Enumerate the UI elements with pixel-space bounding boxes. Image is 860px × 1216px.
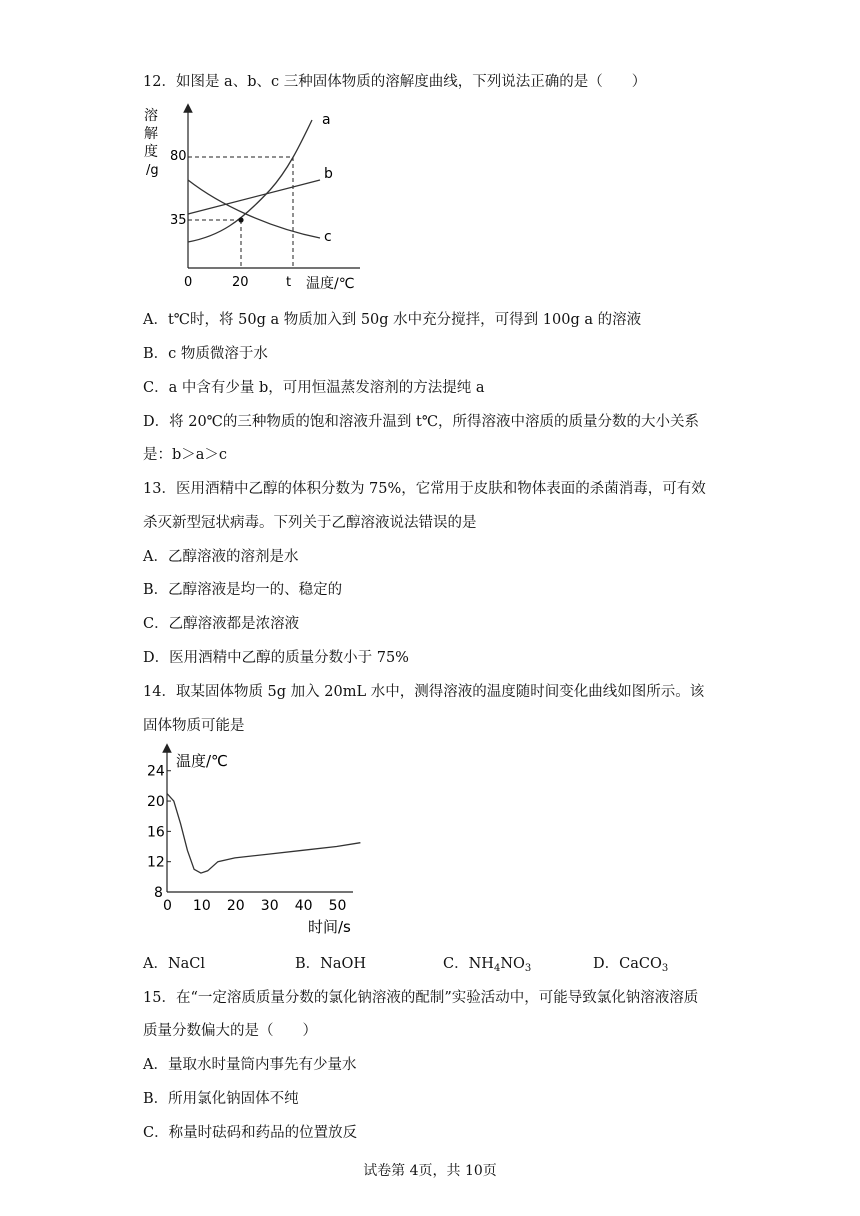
y-label-4: /g — [146, 163, 159, 178]
q14-y-tick-24: 24 — [147, 763, 165, 780]
q14-y-tick-12: 12 — [147, 854, 165, 871]
q14-stem-1: 14．取某固体物质 5g 加入 20mL 水中，测得溶液的温度随时间变化曲线如图所示。该 — [143, 684, 705, 700]
curve-label-a: a — [322, 112, 331, 128]
y-label-3: 度 — [144, 144, 158, 160]
origin-label: 0 — [184, 275, 193, 290]
q13-stem-2: 杀灭新型冠状病毒。下列关于乙醇溶液说法错误的是 — [143, 515, 477, 531]
q15-option-c: C．称量时砝码和药品的位置放反 — [143, 1125, 358, 1141]
page-footer: 试卷第 4页，共 10页 — [363, 1163, 497, 1179]
q14-x-tick-30: 30 — [260, 898, 279, 914]
q13-option-c: C．乙醇溶液都是浓溶液 — [143, 616, 300, 632]
q12-option-d-cont: 是：b＞a＞c — [143, 447, 228, 463]
q13-stem-1: 13．医用酒精中乙醇的体积分数为 75%，它常用于皮肤和物体表面的杀菌消毒，可有效 — [143, 481, 706, 497]
q12-stem: 12．如图是 a、b、c 三种固体物质的溶解度曲线，下列说法正确的是（ ） — [143, 74, 647, 90]
intersection-point — [238, 217, 243, 222]
x-tick-t: t — [286, 275, 292, 290]
q14-x-tick-0: 0 — [163, 898, 172, 914]
q12-solubility-graph — [140, 100, 370, 295]
y-tick-80: 80 — [170, 149, 187, 164]
q13-option-b: B．乙醇溶液是均一的、稳定的 — [143, 582, 343, 598]
curve-b — [188, 180, 320, 214]
q15-option-a: A．量取水时量筒内事先有少量水 — [143, 1057, 357, 1073]
q14-option-a: A．NaCl — [143, 956, 206, 972]
q15-stem-2: 质量分数偏大的是（ ） — [143, 1023, 317, 1039]
q12-option-d: D．将 20℃的三种物质的饱和溶液升温到 t℃，所得溶液中溶质的质量分数的大小关系 — [143, 414, 700, 430]
q14-y-tick-20: 20 — [147, 794, 165, 811]
q14-y-tick-16: 16 — [147, 824, 165, 841]
q14-option-b: B．NaOH — [295, 956, 367, 972]
q15-stem-1: 15．在“一定溶质质量分数的氯化钠溶液的配制”实验活动中，可能导致氯化钠溶液溶质 — [143, 990, 699, 1006]
q14-option-c: C．$NH_4NO_3$ — [443, 956, 532, 974]
q14-x-tick-20: 20 — [226, 898, 245, 914]
q14-temperature-chart — [140, 742, 380, 942]
x-tick-20: 20 — [232, 275, 249, 290]
q14-x-tick-40: 40 — [294, 898, 313, 914]
y-tick-35: 35 — [170, 213, 187, 228]
q14-option-d: D．CaCO$_3$ — [593, 956, 669, 974]
q13-option-a: A．乙醇溶液的溶剂是水 — [143, 549, 299, 565]
q15-option-b: B．所用氯化钠固体不纯 — [143, 1091, 299, 1107]
q14-stem-2: 固体物质可能是 — [143, 718, 245, 734]
q14-x-tick-10: 10 — [192, 898, 211, 914]
q14-x-tick-50: 50 — [328, 898, 347, 914]
y-label-1: 溶 — [144, 108, 158, 124]
q14-y-label: 温度/℃ — [176, 752, 228, 770]
curve-label-b: b — [324, 166, 333, 182]
q12-option-c: C．a 中含有少量 b，可用恒温蒸发溶剂的方法提纯 a — [143, 380, 485, 396]
y-label-2: 解 — [144, 126, 158, 142]
x-label: 温度/℃ — [306, 276, 355, 292]
q12-option-b: B．c 物质微溶于水 — [143, 346, 268, 362]
q14-x-label: 时间/s — [308, 918, 351, 936]
q13-option-d: D．医用酒精中乙醇的质量分数小于 75% — [143, 650, 409, 666]
q12-option-a: A．t℃时，将 50g a 物质加入到 50g 水中充分搅拌，可得到 100g a 的溶液 — [143, 312, 642, 328]
curve-label-c: c — [324, 229, 332, 245]
q14-y-tick-8: 8 — [154, 885, 163, 901]
q14-data-line — [167, 794, 360, 874]
